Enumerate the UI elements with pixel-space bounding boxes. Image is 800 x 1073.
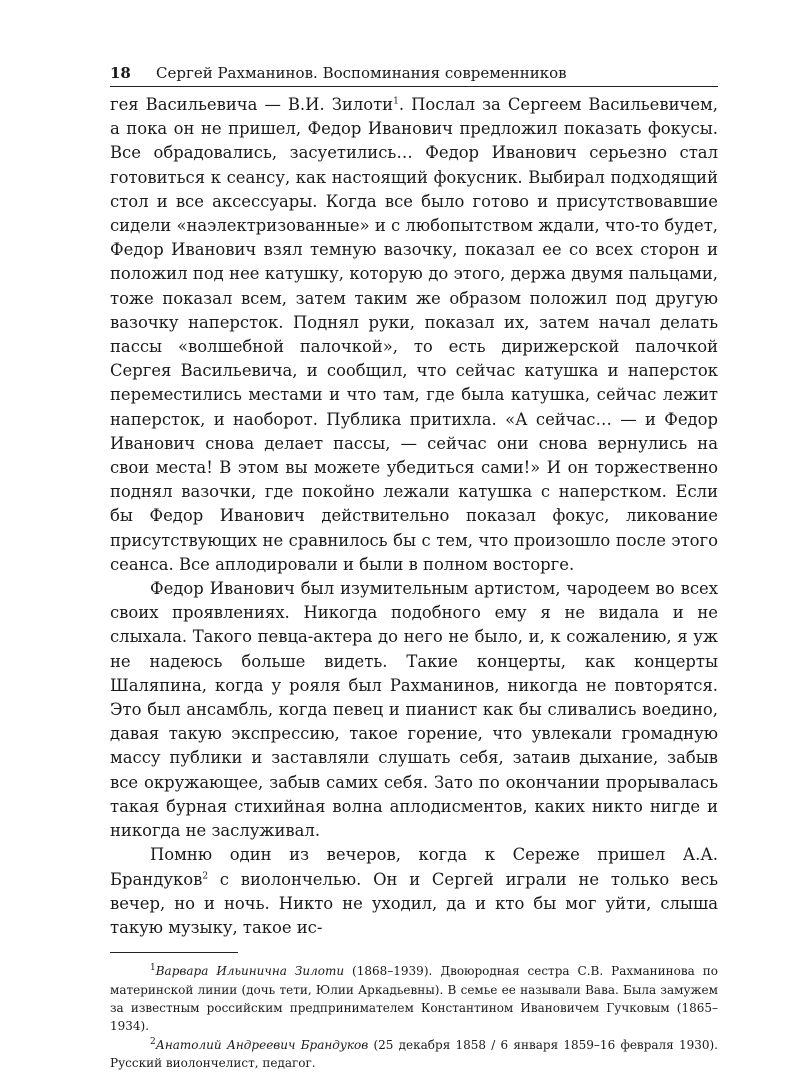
footnotes xyxy=(110,962,718,1072)
book-title: Сергей Рахманинов. Воспоминания современников xyxy=(156,64,567,82)
paragraph-1-start: гея Васильевича — В.И. Зилоти xyxy=(110,95,394,114)
footnote-1 xyxy=(110,962,718,1036)
paragraph-1-rest: . Послал за Сергеем Васильевичем, а пока он не пришел, Федор Иванович предложил показать фокусы. Все обрадовались, засуетились… Федор Иванович серьезно стал готовиться к сеансу, как настоящий фокусник. Выбирал подходящий стол и все аксессуары. Когда все было готово и присутствовавшие сидели «наэлектризованные» и с любопытством ждали, что-то будет, Федор Иванович взял темную вазочку, показал ее со всех сторон и положил под нее катушку, которую до этого, держа двумя пальцами, тоже показал всем, затем таким же образом положил под другую вазочку наперсток. Поднял руки, показал их, затем начал делать пассы «волшебной палочкой», то есть дирижерской палочкой Сергея Васильевича, и сообщил, что сейчас катушка и наперсток переместились местами и что там, где была катушка, сейчас лежит наперсток, и наоборот. Публика притихла. «А сейчас… — и Федор Иванович снова делает пассы, — сейчас они снова вернулись на свои места! В этом вы можете убедиться сами!» И он торжественно поднял вазочки, где покойно лежали катушка с наперстком. Если бы Федор Иванович действительно показал фокус, ликование присутствующих не сравнилось бы с тем, что произошло после этого сеанса. Все аплодировали и были в полном восторге. xyxy=(110,95,719,574)
footnote-1-mark: 1 xyxy=(150,963,156,974)
footnote-1-name: Варвара Ильинична Зилоти xyxy=(155,964,345,979)
footnote-divider xyxy=(110,952,238,953)
main-text xyxy=(110,93,718,940)
footnote-2-mark: 2 xyxy=(150,1036,156,1047)
page-number: 18 xyxy=(110,64,131,82)
paragraph-3-rest: с виолончелью. Он и Сергей играли не только весь вечер, но и ночь. Никто не уходил, да и кто бы мог уйти, слыша такую музыку, такое ис- xyxy=(110,869,718,937)
running-head xyxy=(110,60,718,87)
paragraph-3-start: Помню один из вечеров, когда к Сереже пришел А.А. Брандуков xyxy=(110,845,718,889)
footnote-ref-1: 1 xyxy=(393,96,399,107)
footnote-2 xyxy=(110,1036,718,1073)
footnote-ref-2: 2 xyxy=(202,871,209,882)
paragraph-1 xyxy=(110,93,718,577)
paragraph-2: Федор Иванович был изумительным артистом, чародеем во всех своих проявлениях. Никогда подобного ему я не видала и не слыхала. Такого певца-актера до него не было, и, к сожалению, я уж не надеюсь больше видеть. Такие концерты, как концерты Шаляпина, когда у рояля был Рахманинов, никогда не повторятся. Это был ансамбль, когда певец и пианист как бы сливались воедино, давая такую экспрессию, такое горение, что увлекали громадную массу публики и заставляли слушать себя, затаив дыхание, забыв все окружающее, забыв самих себя. Зато по окончании прорывалась такая бурная стихийная волна аплодисментов, каких никто нигде и никогда не заслуживал. xyxy=(110,579,718,841)
book-page xyxy=(110,60,718,1073)
footnote-2-name: Анатолий Андреевич Брандуков xyxy=(155,1037,369,1052)
footnote-2-text: (25 декабря 1858 / 6 января 1859–16 февраля 1930). Русский виолончелист, педагог. xyxy=(110,1037,718,1071)
paragraph-3 xyxy=(110,843,718,940)
footnote-1-text: (1868–1939). Двоюродная сестра С.В. Рахманинова по материнской линии (дочь тети, Юлии Аркадьевны). В семье ее называли Вава. Была замужем за известным российским предпринимателем Константином Ивановичем Гучковым (1865–1934). xyxy=(110,964,718,1034)
